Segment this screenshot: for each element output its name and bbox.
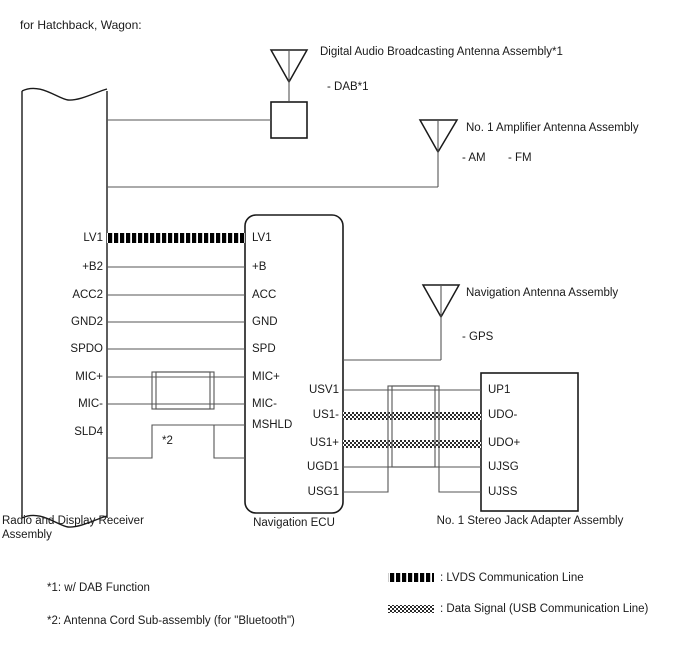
legend-label-usb: : Data Signal (USB Communication Line) — [440, 603, 649, 615]
ecu-terminal-mshld: MSHLD — [252, 419, 293, 431]
ecu-terminal-usv1: USV1 — [308, 384, 339, 396]
receiver-terminal-spdo: SPDO — [70, 343, 103, 355]
ecu-terminal-spd: SPD — [252, 343, 276, 355]
ecu-terminal-mic-plus: MIC+ — [252, 371, 280, 383]
receiver-terminal-lv1: LV1 — [83, 232, 103, 244]
footnote-2: *2: Antenna Cord Sub-assembly (for "Bluetooth") — [47, 615, 295, 627]
jack-terminal-udo-plus: UDO+ — [488, 437, 521, 449]
jack-terminal-ujss: UJSS — [488, 486, 518, 498]
receiver-terminal-b2: +B2 — [82, 261, 103, 273]
ecu-terminal-acc: ACC — [252, 289, 277, 301]
ecu-terminal-b: +B — [252, 261, 267, 273]
receiver-to-ecu-wiring — [107, 233, 245, 458]
ecu-terminal-mic-minus: MIC- — [252, 398, 277, 410]
ecu-terminal-ugd1: UGD1 — [307, 461, 339, 473]
nav-antenna-label: Navigation Antenna Assembly — [466, 287, 619, 299]
amp-signal-fm-label: - FM — [508, 152, 532, 164]
legend-swatch-usb — [388, 605, 434, 613]
ecu-terminal-lv1: LV1 — [252, 232, 272, 244]
usb-line-us1-plus — [343, 440, 481, 448]
amp-antenna-symbol — [420, 120, 457, 187]
ecu-terminal-us1-plus: US1+ — [309, 437, 339, 449]
receiver-name-line2: Assembly — [2, 529, 52, 541]
ecu-terminal-gnd: GND — [252, 316, 278, 328]
receiver-terminal-mic-plus: MIC+ — [75, 371, 103, 383]
receiver-terminal-gnd2: GND2 — [71, 316, 103, 328]
dab-signal-label: - DAB*1 — [327, 81, 369, 93]
receiver-terminal-mic-minus: MIC- — [78, 398, 103, 410]
amp-signal-am-label: - AM — [462, 152, 486, 164]
jack-terminal-up1: UP1 — [488, 384, 511, 396]
dab-amplifier-box — [271, 102, 307, 138]
nav-antenna-symbol — [423, 285, 459, 360]
receiver-block — [22, 88, 107, 527]
jack-terminal-udo-minus: UDO- — [488, 409, 518, 421]
usb-line-us1-minus — [343, 412, 481, 420]
ecu-to-jack-wiring — [343, 386, 481, 492]
dab-antenna-label: Digital Audio Broadcasting Antenna Assembly*1 — [320, 46, 563, 58]
ecu-terminal-us1-minus: US1- — [312, 409, 339, 421]
stereo-jack-name: No. 1 Stereo Jack Adapter Assembly — [436, 515, 624, 527]
receiver-terminal-acc2: ACC2 — [72, 289, 103, 301]
page-title: for Hatchback, Wagon: — [20, 18, 142, 32]
ecu-terminal-usg1: USG1 — [307, 486, 339, 498]
legend-swatches — [388, 573, 434, 613]
nav-signal-label: - GPS — [462, 331, 494, 343]
jack-terminal-ujsg: UJSG — [488, 461, 519, 473]
dab-antenna-symbol — [271, 50, 307, 101]
lvds-line-lv1 — [107, 233, 245, 243]
legend-label-lvds: : LVDS Communication Line — [440, 572, 584, 584]
nav-ecu-name: Navigation ECU — [253, 517, 335, 529]
footnote-1: *1: w/ DAB Function — [47, 582, 150, 594]
amp-antenna-label: No. 1 Amplifier Antenna Assembly — [466, 122, 639, 134]
receiver-name: Radio and Display Receiver — [2, 515, 144, 527]
legend-swatch-lvds — [388, 573, 434, 582]
shield-annotation: *2 — [162, 435, 173, 447]
receiver-terminal-sld4: SLD4 — [74, 426, 103, 438]
